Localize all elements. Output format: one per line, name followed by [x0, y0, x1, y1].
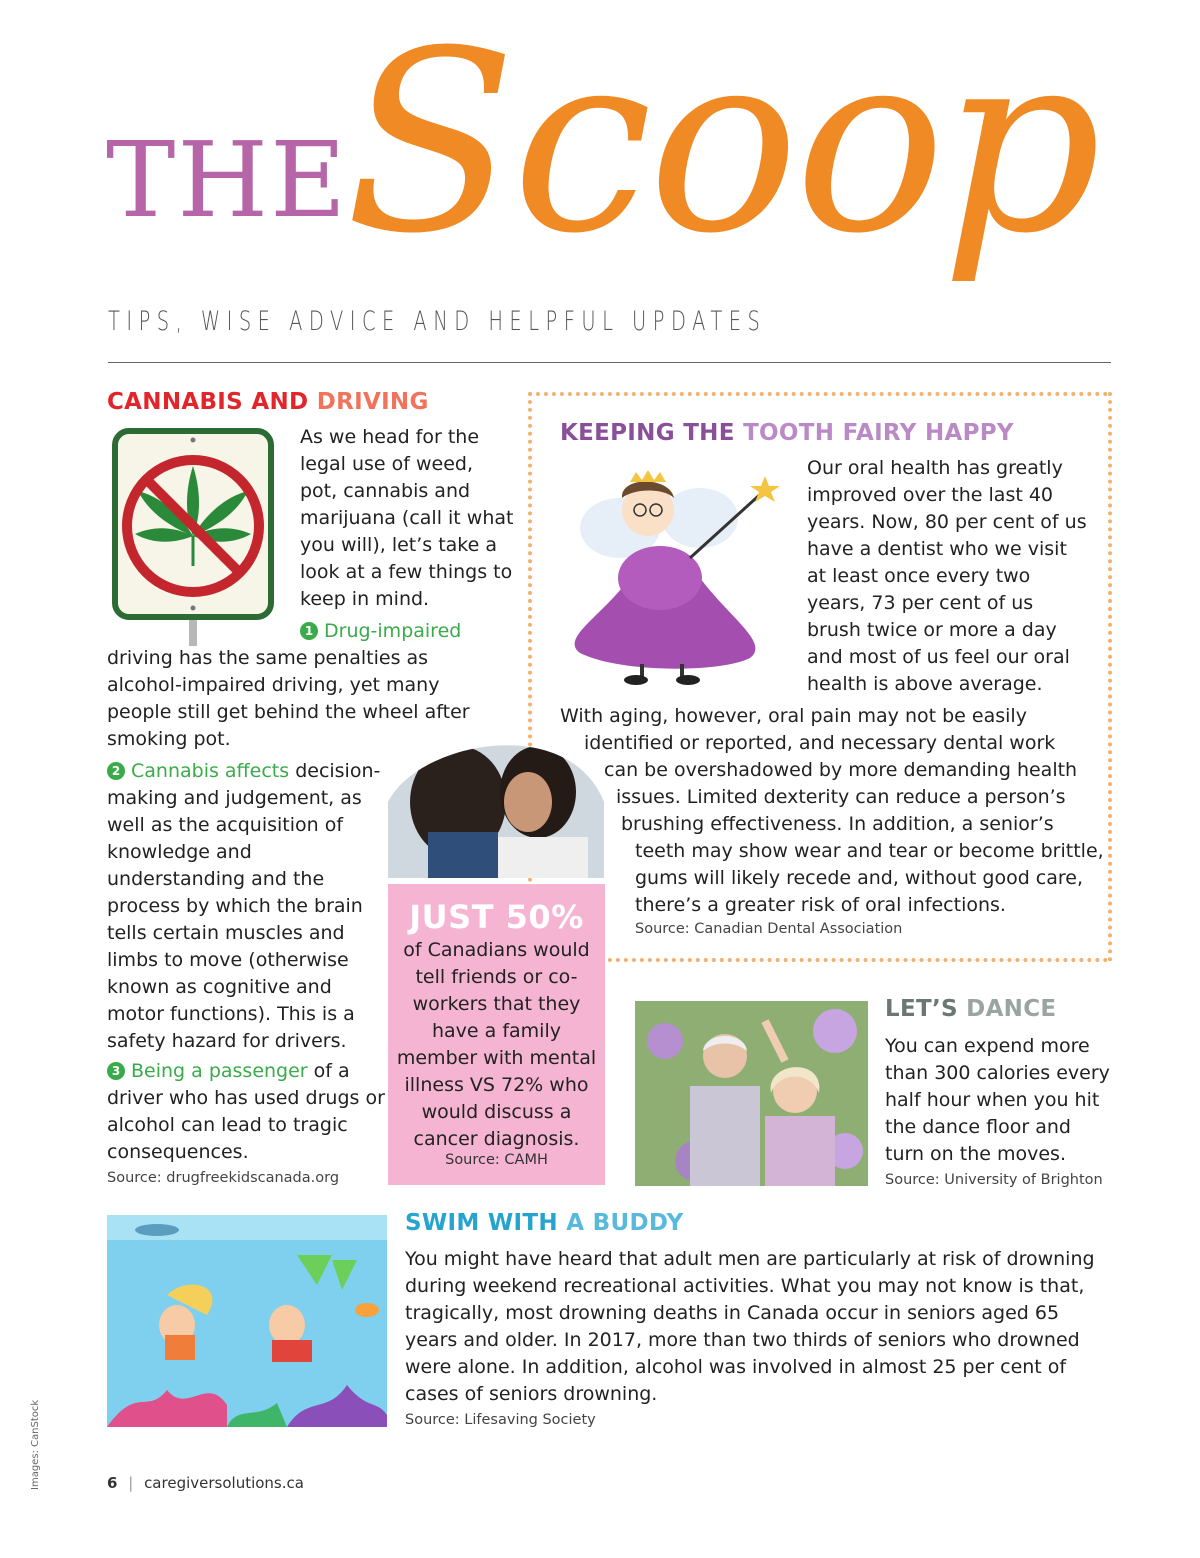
cannabis-point-1-leadtext: Drug-impaired: [324, 620, 462, 642]
number-3-badge: 3: [107, 1062, 125, 1080]
dance-heading: [885, 996, 1056, 1022]
tooth-line-2: identified or reported, and necessary dental work: [584, 732, 1056, 754]
dolphin-icon: [135, 1224, 179, 1236]
cannabis-intro-text: As we head for the legal use of weed, pot, cannabis and marijuana (call it what you will), let’s take a look at a few things to keep in mind.: [300, 426, 514, 610]
number-2-badge: 2: [107, 762, 125, 780]
masthead-subtitle: TIPS, WISE ADVICE AND HELPFUL UPDATES: [108, 306, 767, 337]
dance-source: Source: University of Brighton: [885, 1172, 1103, 1188]
swim-source: Source: Lifesaving Society: [405, 1412, 596, 1428]
cannabis-heading-a: CANNABIS AND: [107, 389, 309, 415]
swimmers-illustration: [107, 1215, 387, 1427]
no-cannabis-sign-image: [112, 428, 276, 646]
tooth-fairy-box-edge: [1104, 392, 1112, 962]
tooth-fairy-illustration: [560, 468, 792, 688]
cannabis-heading: [107, 389, 429, 415]
swim-heading-a: SWIM WITH: [405, 1210, 558, 1236]
tooth-line-4: issues. Limited dexterity can reduce a person’s: [616, 786, 1066, 808]
tooth-line-6: teeth may show wear and tear or become brittle,: [635, 840, 1104, 862]
page-footer: [107, 1474, 304, 1492]
tooth-line-7: gums will likely recede and, without good care,: [635, 867, 1084, 889]
crown-icon: [630, 470, 666, 482]
fish-icon: [355, 1303, 379, 1317]
cannabis-point-3: [107, 1058, 387, 1166]
swim-heading: [405, 1210, 684, 1236]
page-number: 6: [107, 1474, 118, 1492]
dance-heading-a: LET’S: [885, 996, 958, 1022]
tooth-source: Source: Canadian Dental Association: [635, 921, 903, 937]
friends-whispering-photo: [388, 732, 604, 878]
tooth-line-3: can be overshadowed by more demanding health: [604, 759, 1078, 781]
footer-separator: |: [128, 1474, 134, 1492]
cannabis-source: Source: drugfreekidscanada.org: [107, 1170, 340, 1186]
cannabis-point-3-lead: Being a passenger: [131, 1060, 308, 1082]
tooth-line-5: brushing effectiveness. In addition, a senior’s: [621, 813, 1054, 835]
cannabis-point-3-text: of a driver who has used drugs or alcohol can lead to tragic consequences.: [107, 1060, 385, 1163]
swim-heading-b: A BUDDY: [566, 1210, 684, 1236]
tooth-heading: [560, 420, 1014, 446]
cannabis-heading-b: DRIVING: [316, 389, 429, 415]
tooth-intro-text: Our oral health has greatly improved over the last 40 years. Now, 80 per cent of us have a dentist who we visit at least once every two years, 73 per cent of us brush twice or more a day and most of us feel our oral health is above average.: [807, 457, 1087, 695]
number-1-badge: 1: [300, 622, 318, 640]
masthead-the: THE: [106, 119, 348, 241]
tooth-heading-a: KEEPING THE: [560, 420, 735, 446]
footer-site[interactable]: caregiversolutions.ca: [144, 1474, 304, 1492]
masthead-scoop: Scoop: [345, 0, 1098, 288]
seniors-dancing-photo: [635, 1001, 868, 1186]
header-divider: [108, 362, 1111, 363]
dance-text: You can expend more than 300 calories every half hour when you hit the dance floor and turn on the moves.: [885, 1035, 1110, 1165]
cannabis-point-2-lead: Cannabis affects: [131, 760, 290, 782]
swimmer-right: [269, 1305, 305, 1345]
cannabis-point-2: [107, 758, 387, 1055]
stat-heading: JUST 50%: [409, 898, 584, 936]
image-credit: Images: CanStock: [30, 1399, 41, 1490]
cannabis-point-2-text: decision-making and judgement, as well as the acquisition of knowledge and understanding and the process by which the brain tells certain muscles and limbs to move (otherwise known as cognitive and motor functions). This is a safety hazard for drivers.: [107, 760, 381, 1052]
tooth-heading-b: TOOTH FAIRY HAPPY: [743, 420, 1014, 446]
tooth-line-1: With aging, however, oral pain may not be easily: [560, 705, 1027, 727]
stat-text: of Canadians would tell friends or co-workers that they have a family member with mental illness VS 72% who would discuss a cancer diagnosis.: [396, 939, 597, 1150]
dance-heading-b: DANCE: [966, 996, 1057, 1022]
swim-text: You might have heard that adult men are particularly at risk of drowning during weekend recreational activities. What you may not know is that, tragically, most drowning deaths in Canada occur in seniors aged 65 years and older. In 2017, more than two thirds of seniors who drowned were alone. In addition, alcohol was involved in almost 25 per cent of cases of seniors drowning.: [405, 1248, 1095, 1405]
tooth-line-8: there’s a greater risk of oral infections.: [635, 894, 1006, 916]
stat-source: Source: CAMH: [445, 1152, 548, 1168]
cannabis-point-1-lead: [300, 618, 515, 645]
cannabis-point-1-text: driving has the same penalties as alcohol-impaired driving, yet many people still get behind the wheel after smoking pot.: [107, 647, 470, 750]
